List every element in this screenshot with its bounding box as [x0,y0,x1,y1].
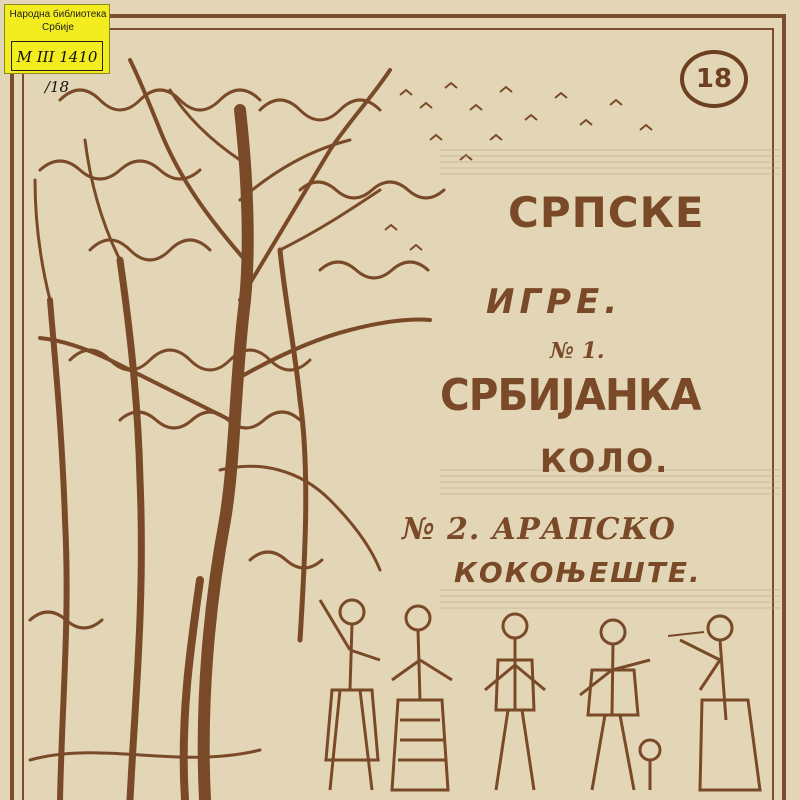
library-name-line2: Србије [42,22,74,33]
library-label [4,4,110,96]
call-number: M III 1410 /18 [11,41,103,71]
kolo-dancers-illustration [320,600,760,790]
item1-subtitle: КОЛО. [540,442,670,480]
title-line2: ИГРЕ. [486,282,623,322]
title-line1: СРПСКЕ [508,188,705,237]
item2-subtitle: КОКОЊЕШТЕ. [454,556,702,589]
issue-number-badge: 18 [680,50,748,108]
item2-number-title: № 2. АРАПСКО [402,512,676,547]
item1-title: СРБИЈАНКА [440,370,701,421]
library-name-line1: Народна библиотека [9,9,107,20]
item1-number: № 1. [550,338,605,364]
